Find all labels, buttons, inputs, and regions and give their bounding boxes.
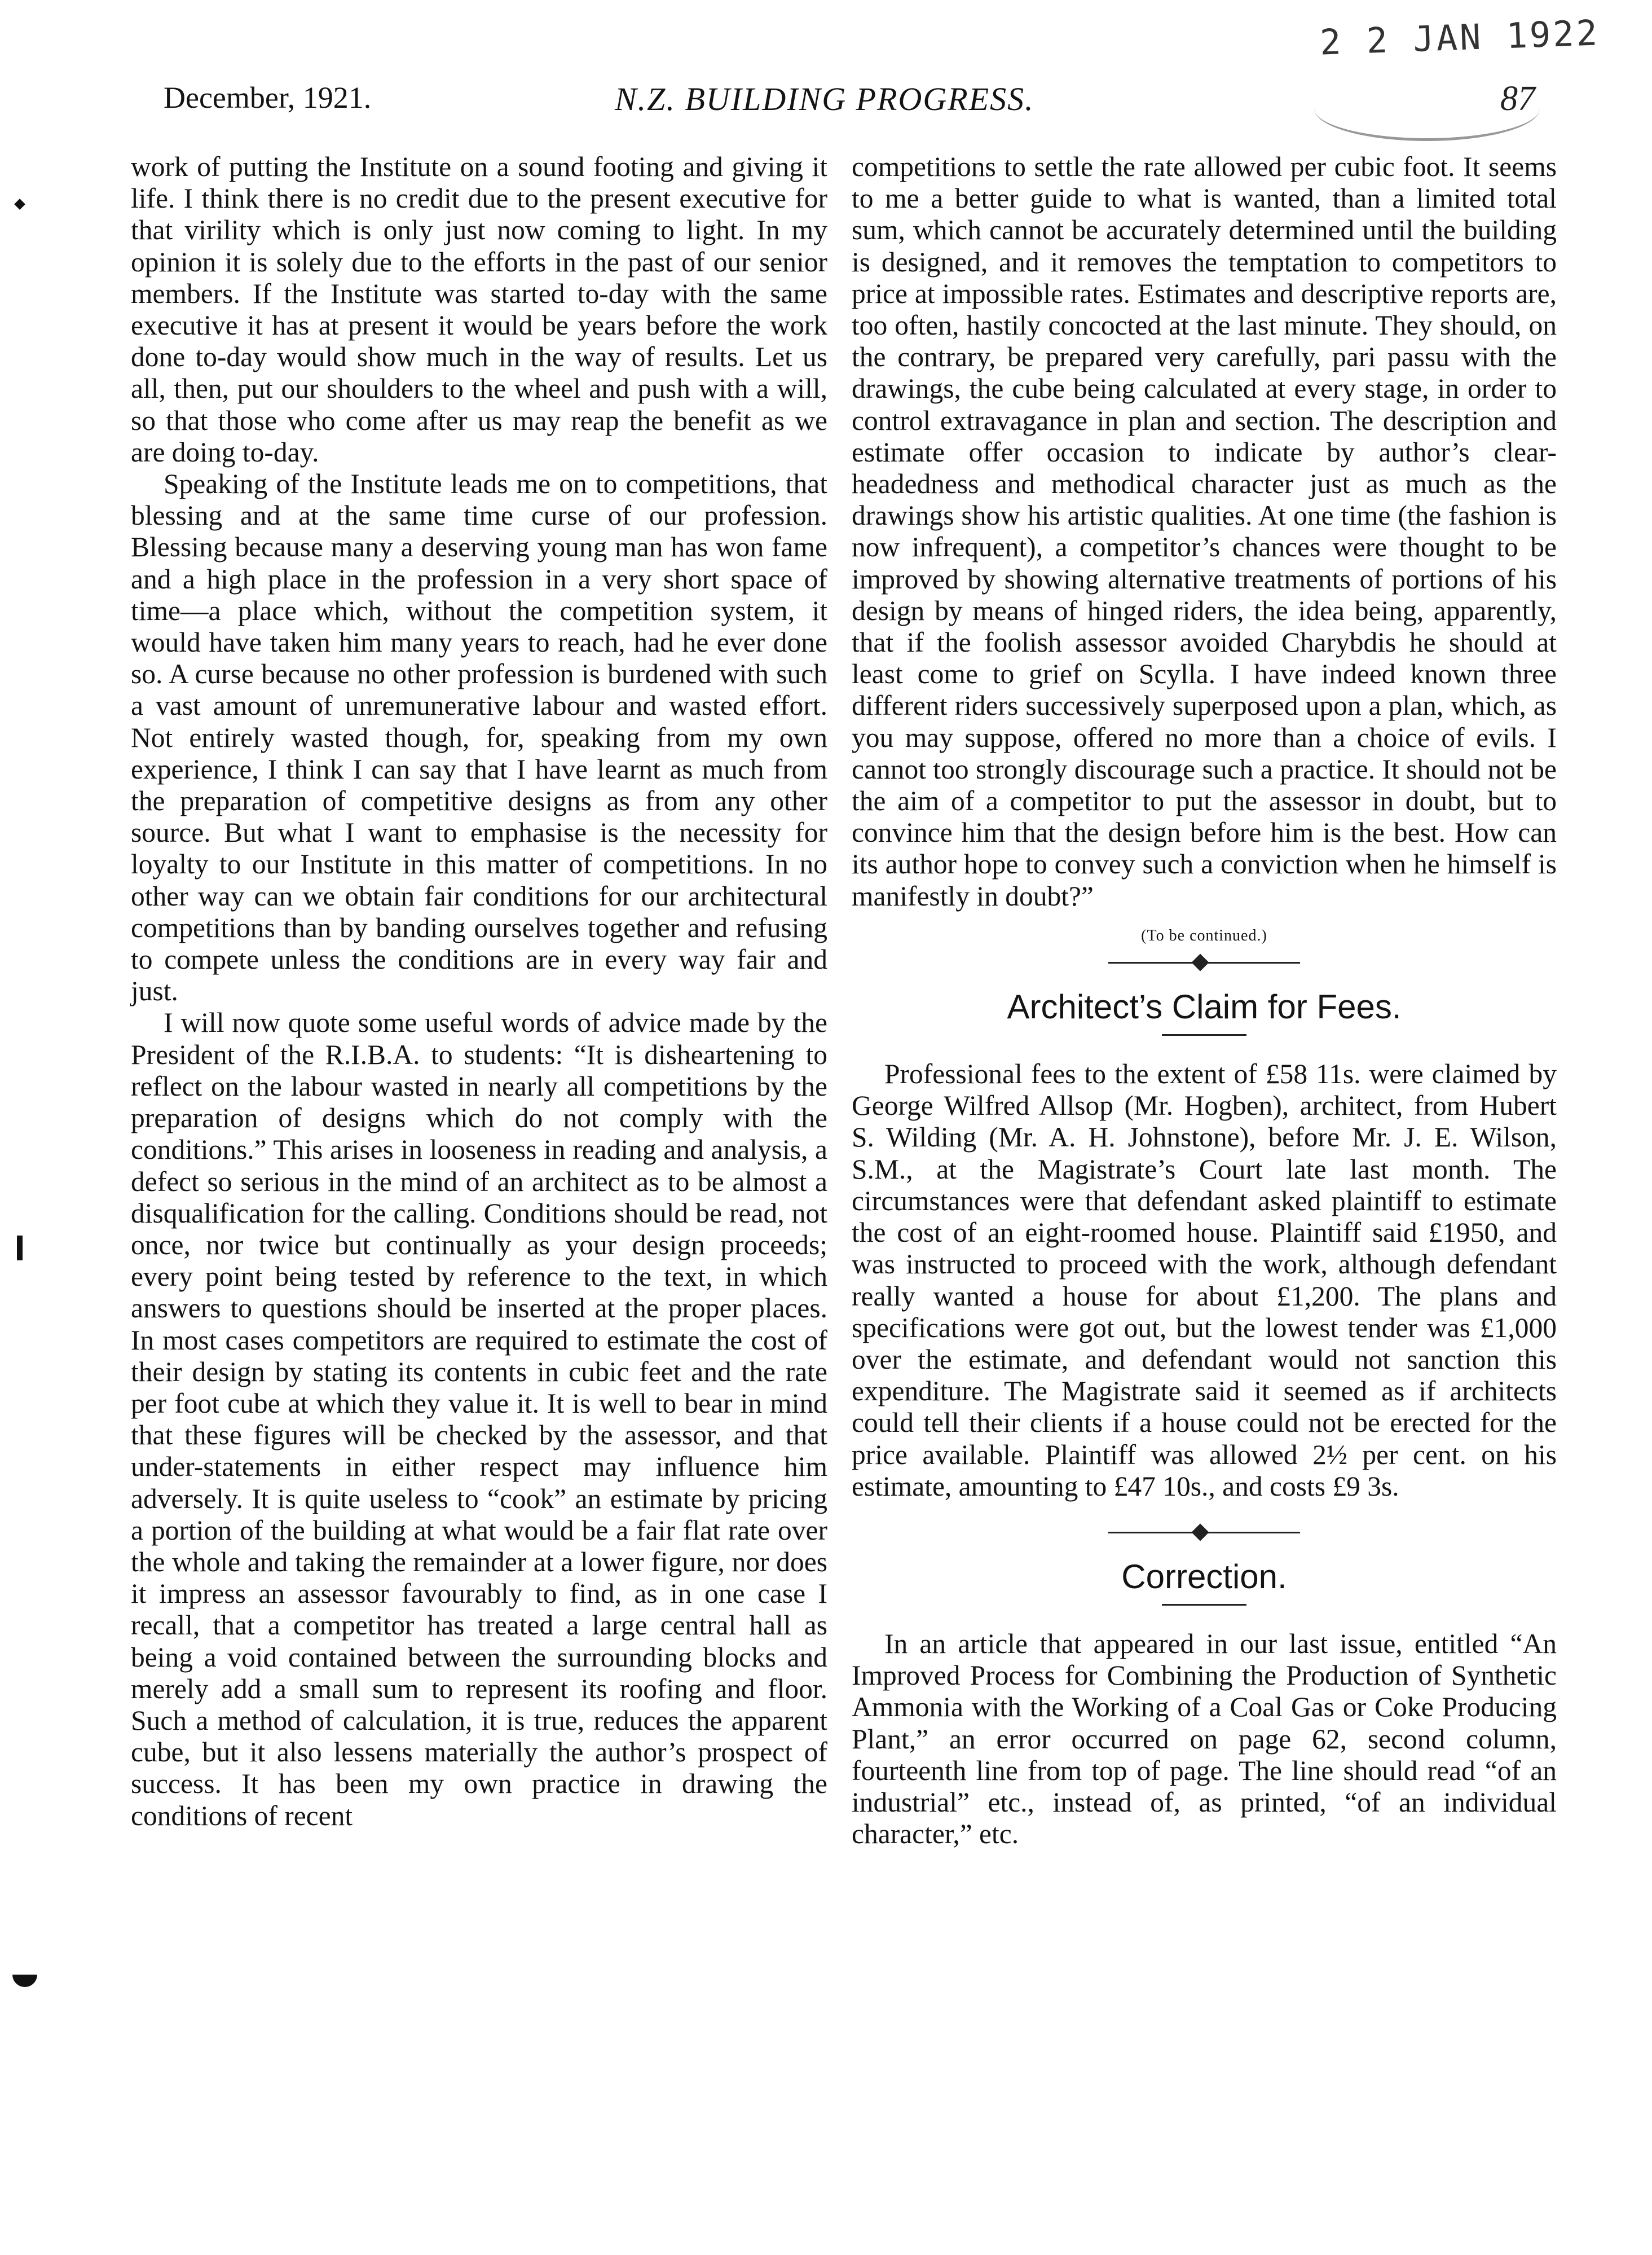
paragraph: I will now quote some useful words of advice made by the President of the R.I.B.A. to students: “It is disheartening to reflect on the labour wasted in nearly all competitions by the preparation of designs which do not comply with the conditions.” This arises in looseness in reading and analysis, a defect so serious in the mind of an architect as to be almost a disqualification for the calling. Conditions should be read, not once, nor twice but continually as your design proceeds; every point being tested by reference to the text, in which answers to questions should be inserted at the proper places. In most cases competitors are required to estimate the cost of their design by stating its contents in cubic feet and the rate per foot cube at which they value it. It is well to bear in mind that these figures will be checked by the assessor, and that under-statements in either respect may influence him adversely. It is quite useless to “cook” an estimate by pricing a portion of the building at what would be a fair flat rate over the whole and taking the remainder at a lower figure, nor does it impress an assessor favourably to find, as in one case I recall, that a competitor has treated a large central hall as being a void contained between the surrounding blocks and merely add a small sum to represent its roofing and floor. Such a method of calculation, it is true, reduces the apparent cube, but it also lessens materially the author’s prospect of success. It has been my own practice in drawing the conditions of recent <box>131 1007 827 1831</box>
title-underline <box>1162 1604 1246 1606</box>
paragraph: Speaking of the Institute leads me on to competitions, that blessing and at the same time curse of our profession. Blessing because many a deserving young man has won fame and a high place in the profession in a very short space of time—a place which, without the competition system, it would have taken him many years to reach, had he ever done so. A curse because no other profession is burdened with such a vast amount of unremunerative labour and wasted effort. Not entirely wasted though, for, speaking from my own experience, I think I can say that I have learnt as much from the preparation of competitive designs as from any other source. But what I want to emphasise is the necessity for loyalty to our Institute in this matter of competitions. In no other way can we obtain fair conditions for our architectural competitions than by banding ourselves together and refusing to compete unless the conditions are in every way fair and just. <box>131 468 827 1007</box>
title-underline <box>1162 1034 1246 1036</box>
diamond-icon <box>1191 1523 1209 1541</box>
article-body-correction: In an article that appeared in our last issue, entitled “An Improved Process for Combining the Production of Synthetic Ammonia with the Working of a Coal Gas or Coke Producing Plant,” an error occurred on page 62, second column, fourteenth line from top of page. The line should read “of an industrial” etc., instead of, as printed, “of an individual character,” etc. <box>852 1628 1557 1850</box>
article-body-fees: Professional fees to the extent of £58 11s. were claimed by George Wilfred Allsop (Mr. Hogben), architect, from Hubert S. Wilding (Mr. A. H. Johnstone), before Mr. J. E. Wilson, S.M., at the Magistrate’s Court late last month. The circumstances were that defendant asked plaintiff to estimate the cost of an eight-roomed house. Plaintiff said £1950, and was instructed to proceed with the work, although defendant really wanted a house for about £1,200. The plans and specifications were got out, but the lowest tender was £1,000 over the estimate, and defendant would not sanction this expenditure. The Magistrate said it seemed as if architects could tell their clients if a house could not be erected for the price available. Plaintiff was allowed 2½ per cent. on his estimate, amounting to £47 10s., and costs £9 3s. <box>852 1058 1557 1502</box>
issue-date: December, 1921. <box>164 81 372 115</box>
margin-mark-icon <box>12 1975 37 1987</box>
right-column <box>852 151 1557 1850</box>
section-divider <box>1108 1525 1300 1540</box>
margin-mark-icon <box>14 199 25 210</box>
journal-title: N.Z. BUILDING PROGRESS. <box>615 81 1034 117</box>
section-divider <box>1108 955 1300 970</box>
received-date-stamp: 2 2 JAN 1922 <box>1319 12 1601 63</box>
diamond-icon <box>1191 954 1209 972</box>
to-be-continued-note: (To be continued.) <box>1141 926 1267 944</box>
page-number: 87 <box>1500 80 1535 118</box>
margin-mark-icon <box>17 1236 23 1260</box>
paragraph: work of putting the Institute on a sound footing and giving it life. I think there is no credit due to the present executive for that virility which is only just now coming to light. In my opinion it is solely due to the efforts in the past of our senior members. If the Institute was started to-day with the same executive it has at present it would be years before the work done to-day would show much in the way of results. Let us all, then, put our shoulders to the wheel and push with a will, so that those who come after us may reap the benefit as we are doing to-day. <box>131 151 827 468</box>
article-title-correction: Correction. <box>1121 1557 1287 1595</box>
article-title-fees: Architect’s Claim for Fees. <box>1007 988 1402 1026</box>
left-column <box>131 151 827 1832</box>
paragraph: competitions to settle the rate allowed per cubic foot. It seems to me a better guide to what is wanted, than a limited total sum, which cannot be accurately determined until the building is designed, and it removes the temptation to competitors to price at impossible rates. Estimates and descriptive reports are, too often, hastily concocted at the last minute. They should, on the contrary, be prepared very carefully, pari passu with the drawings, the cube being calculated at every stage, in order to control extravagance in plan and section. The description and estimate offer occasion to indicate by author’s clear-headedness and methodical character just as much as the drawings show his artistic qualities. At one time (the fashion is now infrequent), a competitor’s chances were thought to be improved by showing alternative treatments of portions of his design by means of hinged riders, the idea being, apparently, that if the foolish assessor avoided Charybdis he should at least come to grief on Scylla. I have indeed known three different riders successively superposed upon a plan, which, as you may suppose, offered no more than a choice of evils. I cannot too strongly discourage such a practice. It should not be the aim of a competitor to put the assessor in doubt, but to convince him that the design before him is the best. How can its author hope to convey such a conviction when he himself is manifestly in doubt?” <box>852 151 1557 912</box>
